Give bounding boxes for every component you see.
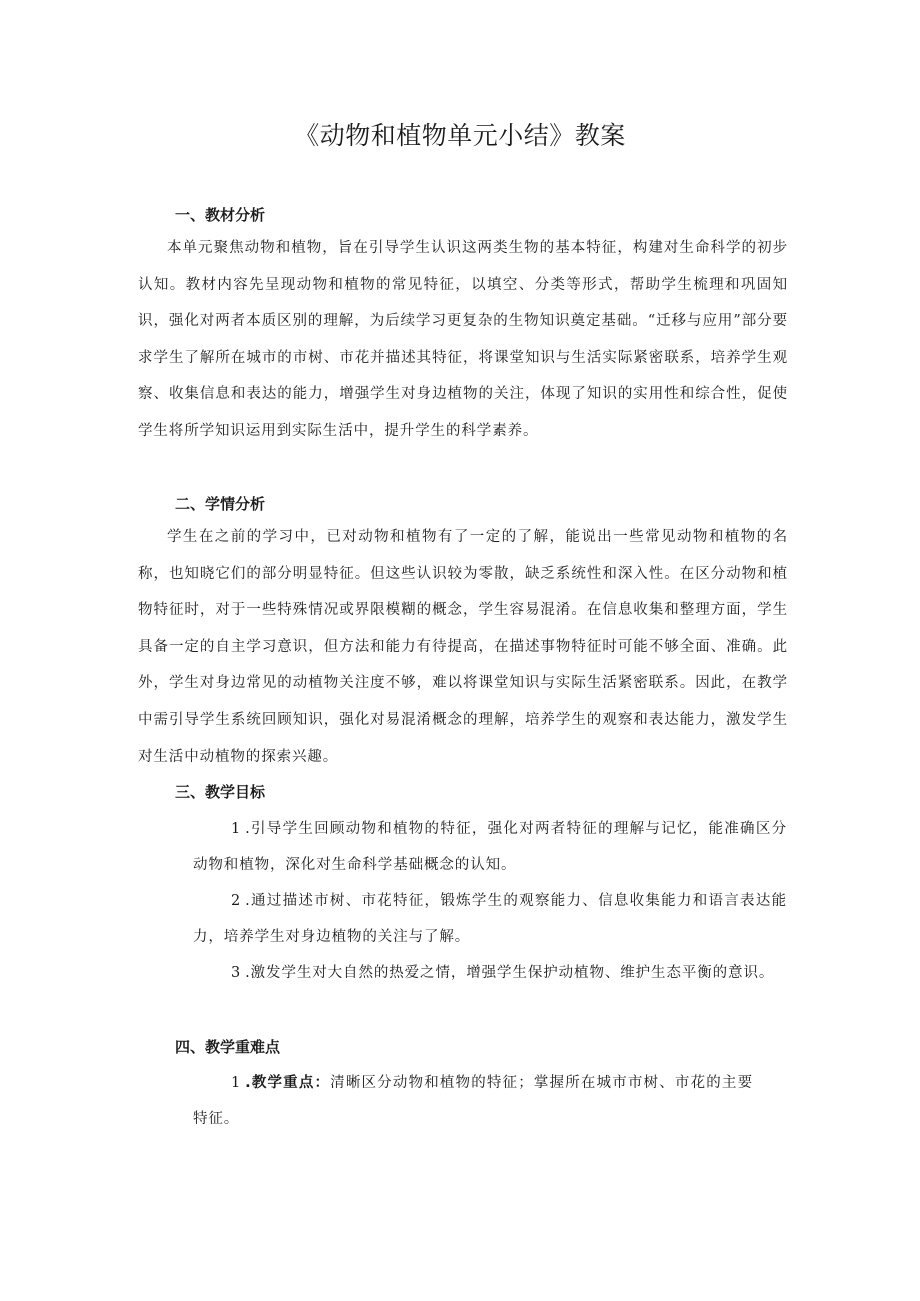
objective-text: .激发学生对大自然的热爱之情，增强学生保护动植物、维护生态平衡的意识。 bbox=[245, 965, 775, 981]
key-point-item bbox=[193, 1065, 753, 1137]
objective-text: .通过描述市树、市花特征，锻炼学生的观察能力、信息收集能力和语言表达能力，培养学生对身边植物的关注与了解。 bbox=[193, 893, 787, 945]
objective-number: 1 bbox=[231, 821, 242, 837]
objective-number: 2 bbox=[231, 893, 242, 909]
objective-text: .引导学生回顾动物和植物的特征，强化对两者特征的理解与记忆，能准确区分动物和植物，深化对生命科学基础概念的认知。 bbox=[193, 821, 787, 873]
key-point-label: .教学重点： bbox=[245, 1075, 331, 1091]
section-heading-key-points: 四、教学重难点 bbox=[175, 1038, 281, 1056]
section-paragraph-textbook-analysis: 本单元聚焦动物和植物，旨在引导学生认识这两类生物的基本特征，构建对生命科学的初步认知。教材内容先呈现动物和植物的常见特征，以填空、分类等形式，帮助学生梳理和巩固知识，强化对两者本质区别的理解，为后续学习更复杂的生物知识奠定基础。“迁移与应用”部分要求学生了解所在城市的市树、市花并描述其特征，将课堂知识与生活实际紧密联系，培养学生观察、收集信息和表达的能力，增强学生对身边植物的关注，体现了知识的实用性和综合性，促使学生将所学知识运用到实际生活中，提升学生的科学素养。 bbox=[138, 240, 788, 439]
section-heading-learner-analysis: 二、学情分析 bbox=[175, 495, 266, 513]
key-point-text: 清晰区分动物和植物的特征；掌握所在城市市树、市花的主要特征。 bbox=[193, 1075, 753, 1127]
objective-item bbox=[193, 811, 787, 883]
section-heading-textbook-analysis: 一、教材分析 bbox=[175, 206, 266, 224]
section-paragraph-learner-analysis: 学生在之前的学习中，已对动物和植物有了一定的了解，能说出一些常见动物和植物的名称，也知晓它们的部分明显特征。但这些认识较为零散，缺乏系统性和深入性。在区分动物和植物特征时，对于一些特殊情况或界限模糊的概念，学生容易混淆。在信息收集和整理方面，学生具备一定的自主学习意识，但方法和能力有待提高，在描述事物特征时可能不够全面、准确。此外，学生对身边常见的动植物关注度不够，难以将课堂知识与实际生活紧密联系。因此，在教学中需引导学生系统回顾知识，强化对易混淆概念的理解，培养学生的观察和表达能力，激发学生对生活中动植物的探索兴趣。 bbox=[138, 529, 788, 765]
document-title: 《动物和植物单元小结》教案 bbox=[294, 121, 626, 150]
objective-item bbox=[193, 883, 787, 955]
objective-number: 3 bbox=[231, 965, 242, 981]
section-heading-teaching-objectives: 三、教学目标 bbox=[175, 783, 266, 801]
key-point-number: 1 bbox=[231, 1075, 242, 1091]
objective-item bbox=[193, 955, 787, 991]
